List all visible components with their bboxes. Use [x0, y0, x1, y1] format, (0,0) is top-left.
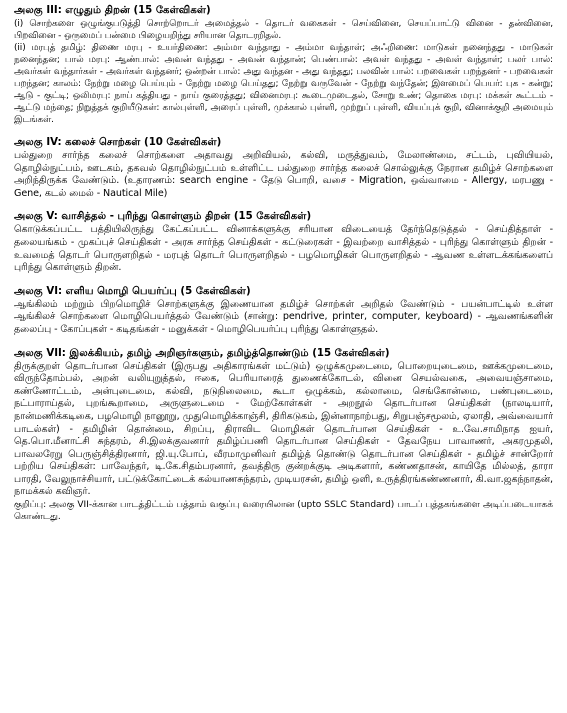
unit-iii-paragraph-2: (ii) மரபுத் தமிழ்: திணை மரபு - உயர்திணை: அம்மா வந்தாது - அம்மா வந்தாள்; அஃறிணை: மாடுகள் நனைந்தது - மாடுகள் நனைந்தன; பால் மரபு: ஆண்பால்: அவன் வந்தது - அவன் வந்தான்; பெண்பால்: அவள் வந்தது - அவள் வந்தாள்; பலர் பால்: அவர்கள் வந்தார்கள் - அவர்கள் வந்தனர்; ஒன்றன் பால்: அது வந்தன - அது வந்தது; பலவின் பால்: பறவைகள் பறந்தனர் - பறவைகள் பறந்தன; காலம்: நேற்று மழை பெய்யும் - நேற்று மழை பெய்தது; நேற்று வருவேன் - நேற்று வந்தேன்; இளமைப் பெயர்: புக - கன்று; ஆடு - குட்டி; ஒலிமரபு: நாய் கத்தியது - நாய் குரைத்தது; வினைமரபு: கூடைமுடைதல், சோறு உண்; தொகை மரபு: மக்கள் கூட்டம் - ஆட்டு மந்தை; நிறுத்தக் குறியீடுகள்: கால்புள்ளி, அரைப் புள்ளி, முக்கால் புள்ளி, முற்றுப் புள்ளி, வியப்புக் குறி, வினாக்குறி அமையும் இடங்கள்.: [14, 43, 553, 125]
unit-vii-count: (15 கேள்விகள்): [312, 347, 390, 359]
unit-iii-paragraph-1: (i) சொற்களை ஒழுங்குபடுத்தி சொற்றொடர் அமைத்தல் - தொடர் வகைகள் - செய்வினை, செயப்பாட்டு வினை - தன்வினை, பிறவினை - ஒருமைப் பன்மை பிழையறிந்து சரியான தொடரறிதல்.: [14, 19, 553, 41]
unit-v-heading: [14, 210, 553, 223]
unit-vii-paragraph: திருக்குறள் தொடர்பான செய்திகள் (இருபது அதிகாரங்கள் மட்டும்) ஒழுக்கமுடைமை, பொறையுடைமை, ஊக்கமுடைமை, விருந்தோம்பல், அறன் வலியுறுத்தல், ஈகை, பெரியாரைத் துணைக்கோடல், வினை செயல்வகை, அவையஞ்சாமை, கண்ணோட்டம், அன்புடைமை, கல்வி, நடுநிலைமை, கூடா ஒழுக்கம், கல்லாமை, செங்கோன்மை, பண்புடைமை, நட்பாராய்தல், புறங்கூறாமை, அருளுடைமை - மேற்கோள்கள் - அறநூல் தொடர்பான செய்திகள் (நாலடியார், நான்மணிக்கடிகை, பழமொழி நானூறு, முதுமொழிக்காஞ்சி, திரிகடுகம், இன்னாநாற்பது, சிறுபஞ்சமூலம், ஏலாதி, அவ்வையார் பாடல்கள்) - தமிழின் தொன்மை, சிறப்பு, திராவிட மொழிகள் தொடர்பான செய்திகள் - உ.வே.சாமிநாத ஐயர், தெ.பொ.மீனாட்சி சுந்தரம், சி.இலக்குவனார் தமிழ்ப்பணி தொடர்பான செய்திகள் - தேவநேய பாவாணர், அகரமுதலி, பாவலரேறு பெருஞ்சித்திரனார், ஜி.யு.போப், வீரமாமுனிவர் தமிழ்த் தொண்டு தொடர்பான செய்திகள் - தமிழ்ச் சான்றோர் பற்றிய செய்திகள்: பாவேந்தர், டி.கே.சிதம்பரனார், தவத்திரு குன்றக்குடி அடிகளார், கண்ணதாசன், காயிதே மில்லத், தாரா பாரதி, வேலுநாச்சியார், பட்டுக்கோட்டைக் கல்யாணசுந்தரம், முடியரசன், தமிழ் ஒளி, உருத்திரங்கண்ணனார், கி.வா.ஜகந்நாதன், நாமக்கல் கவிஞர்.: [14, 360, 553, 498]
unit-iv-heading: [14, 136, 553, 149]
unit-vii-heading: [14, 347, 553, 360]
unit-v-paragraph: கொடுக்கப்பட்ட பத்தியிலிருந்து கேட்கப்பட்ட வினாக்களுக்கு சரியான விடையைத் தேர்ந்தெடுத்தல் - செய்தித்தாள் - தலையங்கம் - முகப்புச் செய்திகள் - அரசு சார்ந்த செய்திகள் - கட்டுரைகள் - இவற்றை வாசித்தல் - புரிந்து கொள்ளும் திறன் - உவமைத் தொடர் பொருளறிதல் - மரபுத் தொடர் பொருளறிதல் - பழமொழிகள் பொருளறிதல் - ஆவண உள்ளடக்கங்களைப் புரிந்து கொள்ளும் திறன்.: [14, 224, 553, 274]
unit-iv-paragraph: பல்துறை சார்ந்த கலைச் சொற்களை அதாவது அறிவியல், கல்வி, மருத்துவம், மேலாண்மை, சட்டம், புவியியல், தொழில்நுட்பம், ஊடகம், தகவல் தொழில்நுட்பம் உள்ளிட்ட பல்துறை சார்ந்த கலைச் சொல்லுக்கு நேரான தமிழ்ச் சொற்களை அறிந்திருக்க வேண்டும். (உதாரணம்: search engine - தேடு பொறி, வசை - Migration, ஒவ்வாமை - Allergy, மரபணு - Gene, கடல் மைல் - Nautical Mile): [14, 150, 553, 199]
unit-vi-title: அலகு VI: எளிய மொழி பெயர்ப்பு: [14, 285, 177, 297]
unit-vi-heading: [14, 285, 553, 298]
unit-iii-heading: [14, 4, 553, 17]
unit-vii-title: அலகு VII: இலக்கியம், தமிழ் அறிஞர்களும், தமிழ்த்தொண்டும்: [14, 347, 309, 359]
unit-v-title: அலகு V: வாசித்தல் - புரிந்து கொள்ளும் திறன்: [14, 211, 231, 223]
unit-vii-note: குறிப்பு: அலகு VII-க்கான பாடத்திட்டம் பத்தாம் வகுப்பு வரையிலான (upto SSLC Standard) பாடப் புத்தகங்களை அடிப்படையாகக் கொண்டது.: [14, 500, 553, 523]
unit-v-count: (15 கேள்விகள்): [233, 211, 312, 223]
unit-iv-title: அலகு IV: கலைச் சொற்கள்: [14, 137, 141, 148]
unit-vi-count: (5 கேள்விகள்): [180, 285, 251, 297]
unit-iii-title: அலகு III: எழுதும் திறன்: [14, 5, 130, 16]
unit-iv-section: [14, 136, 553, 200]
unit-iv-count: (10 கேள்விகள்): [144, 137, 222, 148]
unit-vi-paragraph: ஆங்கிலம் மற்றும் பிறமொழிச் சொற்களுக்கு இணையான தமிழ்ச் சொற்கள் அறிதல் வேண்டும் - பயன்பாட்டில் உள்ள ஆங்கிலச் சொற்களை மொழிபெயர்த்தல் வேண்டும் (சான்று: pendrive, printer, computer, keyboard) - ஆவணங்களின் தலைப்பு - கோப்புகள் - கடிதங்கள் - மனுக்கள் - மொழிபெயர்ப்பு புரிந்து கொள்ளுதல்.: [14, 298, 553, 335]
unit-iii-section: [14, 4, 553, 126]
unit-vii-section: [14, 347, 553, 524]
unit-vi-section: [14, 285, 553, 337]
unit-iii-count: (15 கேள்விகள்): [133, 5, 211, 16]
unit-v-section: [14, 210, 553, 274]
